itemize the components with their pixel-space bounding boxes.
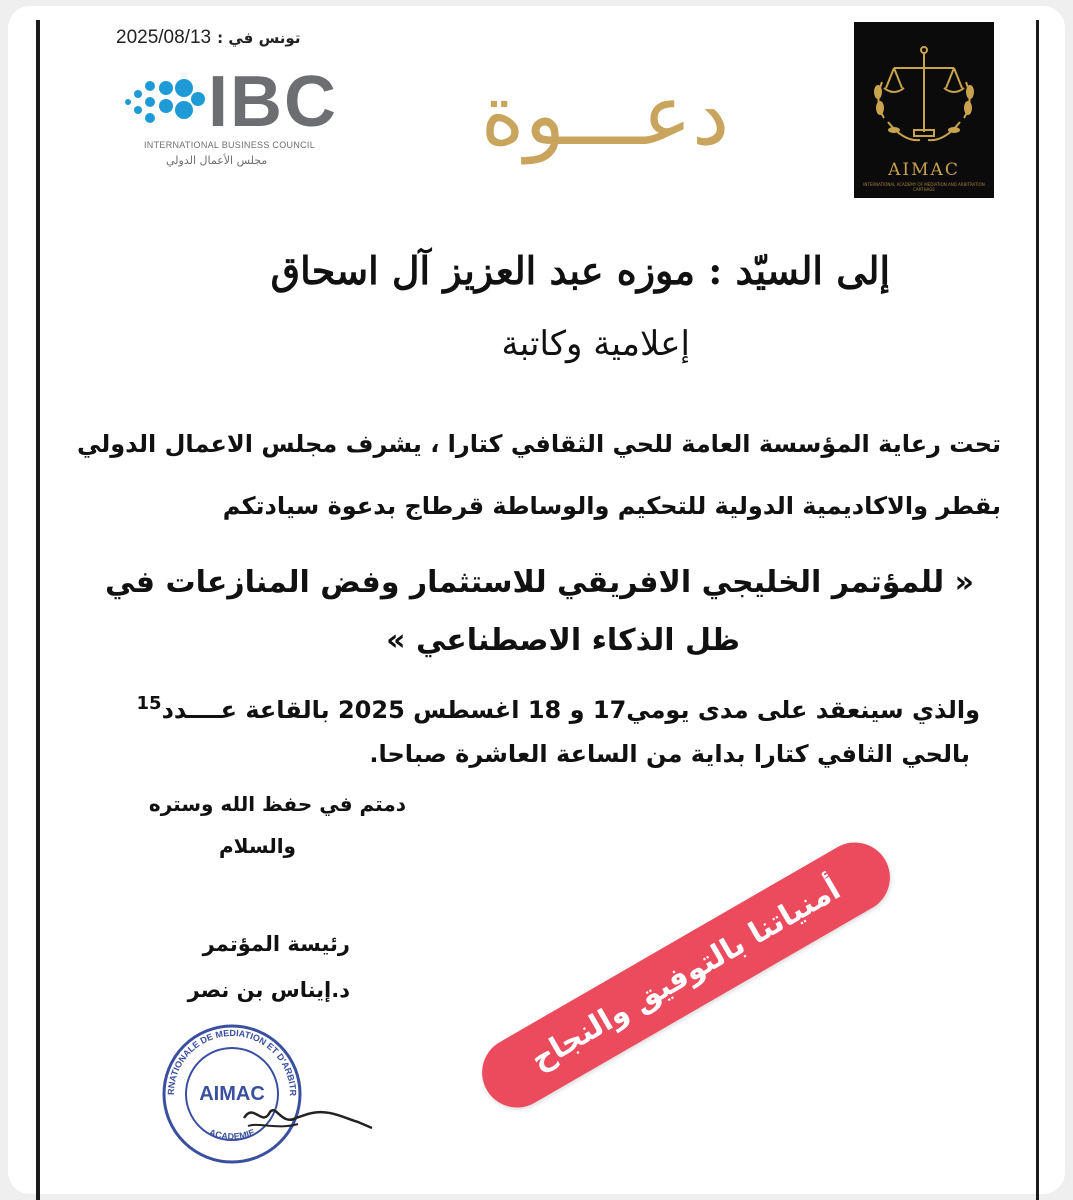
ibc-subtitle-ar: مجلس الأعمال الدولي xyxy=(166,154,268,167)
venue-line: بالحي الثافي كتارا بداية من الساعة العاشرة صباحا. xyxy=(369,740,970,768)
right-border-line xyxy=(1036,20,1039,1200)
stamp-ring-top: RNATIONALE DE MEDIATION ET D'ARBITR xyxy=(165,1027,299,1097)
scales-of-justice-icon xyxy=(854,22,994,162)
intro-line-2: بقطر والاكاديمية الدولية للتحكيم والوساطة قرطاج بدعوة سيادتكم xyxy=(222,492,1001,520)
ibc-subtitle-en: INTERNATIONAL BUSINESS COUNCIL xyxy=(144,140,316,150)
hall-number: 15 xyxy=(136,693,162,714)
stamp-seal-icon xyxy=(158,1018,384,1168)
aimac-wordmark: AIMAC xyxy=(888,160,960,180)
blessing-line-2: والسلام xyxy=(219,834,296,858)
conference-title-line-2: ظل الذكاء الاصطناعي » xyxy=(386,623,740,658)
svg-text:ACADEMIE xyxy=(208,1127,256,1141)
congratulations-badge: أمنياتنا بالتوفيق والنجاح xyxy=(469,830,902,1121)
invitation-title: دعـــوة xyxy=(480,66,730,164)
stamp-center-text: AIMAC xyxy=(199,1083,265,1105)
stamp-ring-bottom: ACADEMIE xyxy=(207,1127,257,1142)
date-line xyxy=(112,26,300,49)
blessing-line-1: دمتم في حفظ الله وستره xyxy=(148,792,406,816)
location-label: تونس في : xyxy=(217,29,301,47)
signatory-title: رئيسة المؤتمر xyxy=(202,932,350,956)
addressee-role: إعلامية وكاتبة xyxy=(501,324,690,364)
conference-title-line-1: « للمؤتمر الخليجي الافريقي للاستثمار وفض المنازعات في xyxy=(105,565,974,600)
signatory-name: د.إيناس بن نصر xyxy=(187,978,350,1002)
ibc-logo xyxy=(122,62,338,176)
left-border-line xyxy=(36,20,40,1200)
aimac-logo xyxy=(854,22,994,198)
ibc-dots-icon xyxy=(122,66,206,138)
date-value: 2025/08/13 xyxy=(116,27,212,48)
ibc-wordmark: IBC xyxy=(208,62,338,142)
dates-line xyxy=(80,688,980,726)
intro-line-1: تحت رعاية المؤسسة العامة للحي الثقافي كتارا ، يشرف مجلس الاعمال الدولي xyxy=(76,430,1001,458)
addressee-line: إلى السيّد : موزه عبد العزيز آل اسحاق xyxy=(270,248,890,293)
official-stamp xyxy=(158,1018,384,1168)
dates-text: والذي سينعقد على مدى يومي17 و 18 اغسطس 2025 بالقاعة عــــدد xyxy=(161,696,980,724)
aimac-tagline: INTERNATIONAL ACADEMY OF MEDIATION AND ARBITRATION CARTHAGE xyxy=(863,182,985,192)
